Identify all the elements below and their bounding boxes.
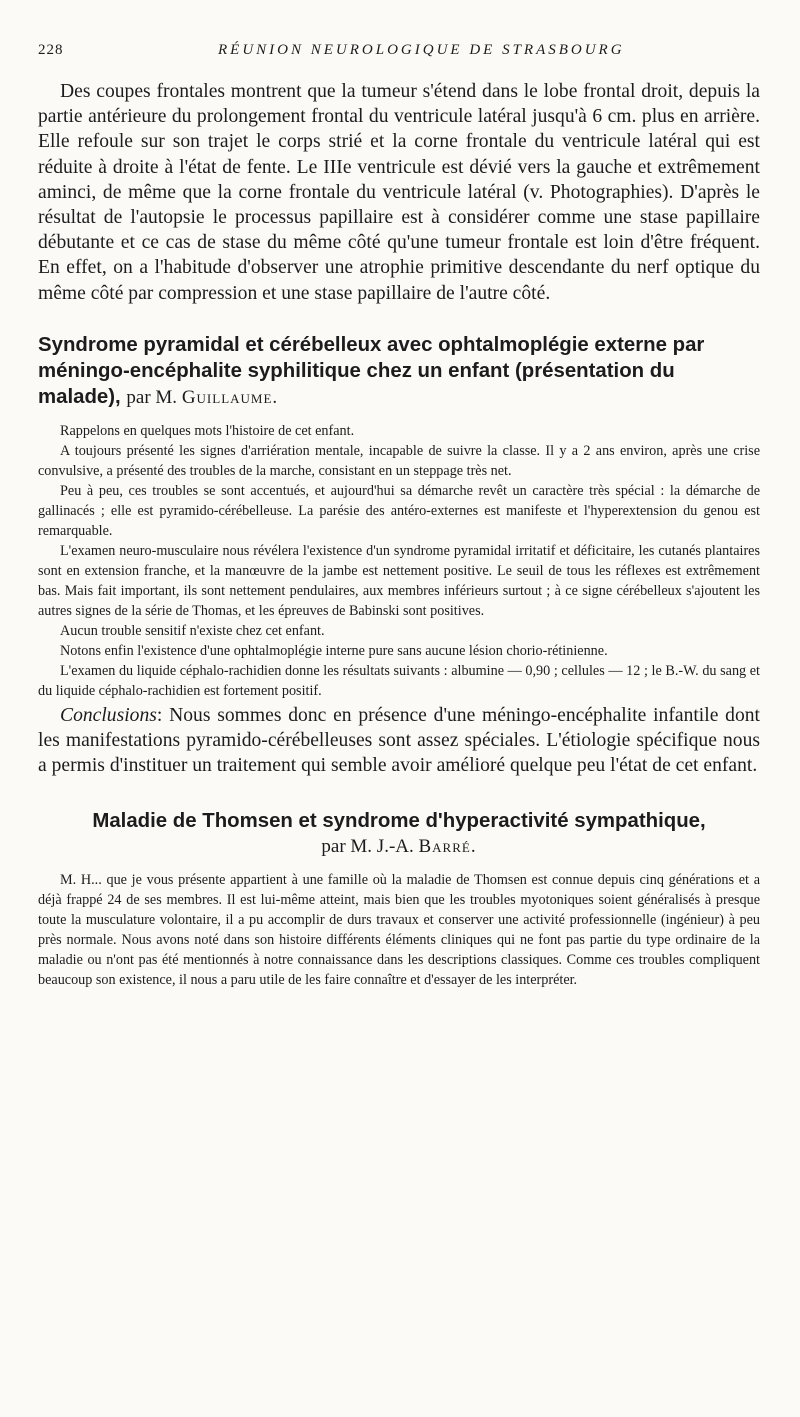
journal-title: RÉUNION NEUROLOGIQUE DE STRASBOURG	[218, 42, 625, 58]
paragraph: Peu à peu, ces troubles se sont accentués, et aujourd'hui sa démarche revêt un caractère très spécial : la démarche de gallinacés ; elle est pyramido-cérébelleuse. La parésie des antéro-externes est manifeste et l'hyperextension du genou est remarquable.	[38, 482, 760, 539]
paragraph: Aucun trouble sensitif n'existe chez cet enfant.	[60, 622, 325, 639]
intro-paragraph: Des coupes frontales montrent que la tumeur s'étend dans le lobe frontal droit, depuis la partie antérieure du prolongement frontal du ventricule latéral jusqu'à 6 cm. plus en arrière. Elle refoule sur son trajet le corps strié et la corne frontale du ventricule latéral qui est réduite à droite à l'état de fente. Le IIIe ventricule est dévié vers la gauche et extrêmement aminci, de même que la corne frontale du ventricule latéral (v. Photographies). D'après le résultat de l'autopsie le processus papillaire est à considérer comme une stase papillaire débutante et ce cas de stase du même côté qu'une tumeur frontale est loin d'être fréquent. En effet, on a l'habitude d'observer une atrophie primitive descendante du nerf optique du même côté par compression et une stase papillaire de l'autre côté.	[38, 81, 760, 304]
section-title: Maladie de Thomsen et syndrome d'hyperactivité sympathique,	[92, 810, 706, 833]
page-number: 228	[38, 42, 64, 58]
section-title-text: Syndrome pyramidal et cérébelleux avec ophtalmoplégie externe par méningo-encéphalite syphilitique chez un enfant (présentation du malade),	[38, 333, 705, 408]
paragraph: Notons enfin l'existence d'une ophtalmoplégie interne pure sans aucune lésion chorio-rétinienne.	[60, 642, 608, 659]
conclusions-text: : Nous sommes donc en présence d'une méningo-encéphalite infantile dont les manifestations pyramido-cérébelleuses sont assez spéciales. L'étiologie spécifique nous a permis d'instituer un traitement qui semble avoir amélioré quelque peu l'état de cet enfant.	[38, 704, 760, 777]
section-thomsen-disease	[38, 808, 760, 990]
author-name: Guillaume.	[181, 386, 279, 408]
author-line	[38, 834, 760, 860]
conclusions-paragraph	[38, 703, 760, 779]
paragraph: L'examen neuro-musculaire nous révélera l'existence d'un syndrome pyramidal irritatif et déficitaire, les cutanés plantaires sont en extension franche, et la manœuvre de la jambe est nettement positive. Le seuil de tous les réflexes est extrêmement bas. Mais fait important, ils sont nettement pendulaires, aux membres inférieurs surtout ; à ce signe cérébelleux s'ajoutent les autres signes de la série de Thomas, et les épreuves de Babinski sont positives.	[38, 542, 760, 619]
section-body	[38, 421, 760, 701]
paragraph: L'examen du liquide céphalo-rachidien donne les résultats suivants : albumine — 0,90 ; cellules — 12 ; le B.-W. du sang et du liquide céphalo-rachidien est fortement positif.	[38, 662, 760, 699]
paragraph: Rappelons en quelques mots l'histoire de cet enfant.	[60, 422, 355, 439]
paragraph: A toujours présenté les signes d'arriération mentale, incapable de suivre la classe. Il y a 2 ans environ, après une crise convulsive, a présenté des troubles de la marche, consistant en un steppage très net.	[38, 442, 760, 479]
paragraph: M. H... que je vous présente appartient à une famille où la maladie de Thomsen est connue depuis cinq générations et a déjà frappé 24 de ses membres. Il est lui-même atteint, mais bien que les troubles myotoniques soient généralisés à presque toute la musculature volontaire, il a pu accomplir de durs travaux et conserver une activité professionnelle (ingénieur) à peu près normale. Nous avons noté dans son histoire différents éléments cliniques qui ne font pas partie du type ordinaire de la maladie ou n'ont pas été mentionnés à notre connaissance dans les descriptions classiques. Comme ces troubles compliquent beaucoup son existence, il nous a paru utile de les faire connaître et d'essayer de les interpréter.	[38, 872, 760, 989]
conclusions-lead: Conclusions	[60, 704, 157, 726]
author-name: Barré.	[418, 836, 477, 858]
author-prefix: par M.	[126, 386, 178, 408]
running-header	[38, 42, 760, 59]
author-line	[126, 387, 278, 408]
section-title	[38, 332, 760, 411]
author-prefix: par M. J.-A.	[321, 836, 414, 858]
section-pyramidal-syndrome	[38, 332, 760, 779]
